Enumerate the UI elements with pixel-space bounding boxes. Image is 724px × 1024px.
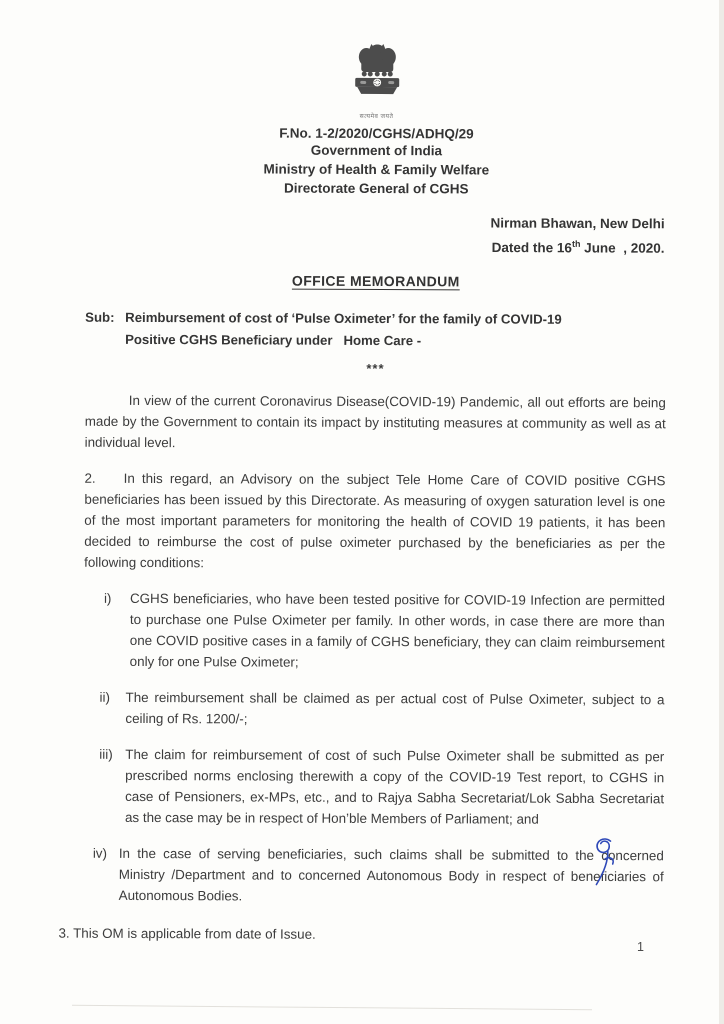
list-item <box>73 842 664 908</box>
paragraph-3: 3. This OM is applicable from date of Issue. <box>58 925 316 942</box>
list-item-text: The reimbursement shall be claimed as per actual cost of Pulse Oximeter, subject to a ceiling of Rs. 1200/-; <box>125 689 665 726</box>
place-line: Nirman Bhawan, New Delhi <box>490 215 665 232</box>
list-item-text: In the case of serving beneficiaries, such claims shall be submitted to the concerned Ministry /Department and to concerned Autonomous Body in respect of beneficiaries of Autonomous Bodies. <box>118 845 664 903</box>
date-suffix: June , 2020. <box>580 240 665 256</box>
separator-stars: *** <box>366 360 385 376</box>
title-wrap <box>85 271 666 292</box>
org-line-2: Ministry of Health & Family Welfare <box>263 161 490 178</box>
paragraph-2 <box>84 467 665 575</box>
list-item <box>84 587 665 674</box>
subject-line-1: Reimbursement of cost of ‘Pulse Oximeter’ for the family of COVID-19 <box>125 309 562 327</box>
paragraph-2-number: 2. <box>84 470 96 486</box>
date-block <box>85 212 666 259</box>
paragraph-1: In view of the current Coronavirus Disease(COVID-19) Pandemic, all out efforts are being made by the Government to contain its impact by instituting measures at community as well as at individual level. <box>84 392 666 450</box>
signature-mark <box>582 834 630 900</box>
list-item-label: ii) <box>99 689 110 705</box>
list-item-label: i) <box>103 590 112 606</box>
subject-line-2: Positive CGHS Beneficiary under Home Care - <box>125 331 422 348</box>
list-item <box>79 686 664 731</box>
org-line-1: Government of India <box>310 142 443 159</box>
list-item-text: The claim for reimbursement of cost of such Pulse Oximeter shall be submitted as per prescribed norms enclosing therewith a copy of the COVID-19 Test report, to CGHS in case of Pensioners, ex-MPs, etc., and to Rajya Sabha Secretariat/Lok Sabha Secretariat as the case may be in respect of Hon’ble Members of Parliament; and <box>124 746 665 827</box>
subject-block <box>85 306 666 353</box>
document-title: OFFICE MEMORANDUM <box>291 272 460 289</box>
signature-ink-icon <box>582 834 629 895</box>
ashoka-emblem-icon <box>347 40 407 108</box>
file-number: F.No. 1-2/2020/CGHS/ADHQ/29 <box>279 125 474 142</box>
list-item-text: CGHS beneficiaries, who have been tested positive for COVID-19 Infection are permitted to purchase one Pulse Oximeter per family. In other words, in case there are more than one COVID positive cases in a family of CGHS beneficiary, they can claim reimbursement only for one Pulse Oximeter; <box>129 590 665 670</box>
page-number: 1 <box>637 940 644 954</box>
date-line <box>85 232 664 259</box>
list-item <box>79 743 664 830</box>
paragraph-2-text: In this regard, an Advisory on the subject Tele Home Care of COVID positive CGHS beneficiaries has been issued by this Directorate. As measuring of oxygen saturation level is one of the most important parameters for monitoring the health of COVID 19 patients, it has been decided to reimburse the cost of pulse oximeter purchased by the beneficiaries as per the following conditions: <box>84 470 666 570</box>
subject-label: Sub: <box>85 309 115 325</box>
date-prefix: Dated the 16 <box>491 240 572 256</box>
document-content <box>58 39 667 959</box>
list-item-label: iv) <box>92 845 108 861</box>
scan-edge <box>719 0 724 1024</box>
scan-artifact-line <box>72 1005 592 1011</box>
conditions-list <box>83 587 665 908</box>
list-item-label: iii) <box>99 746 113 762</box>
subject-text <box>125 306 666 352</box>
date-superscript: th <box>571 238 581 249</box>
org-line-3: Directorate General of CGHS <box>283 180 469 197</box>
emblem-block <box>86 39 667 123</box>
emblem-motto: सत्यमेव जयते <box>359 113 394 121</box>
